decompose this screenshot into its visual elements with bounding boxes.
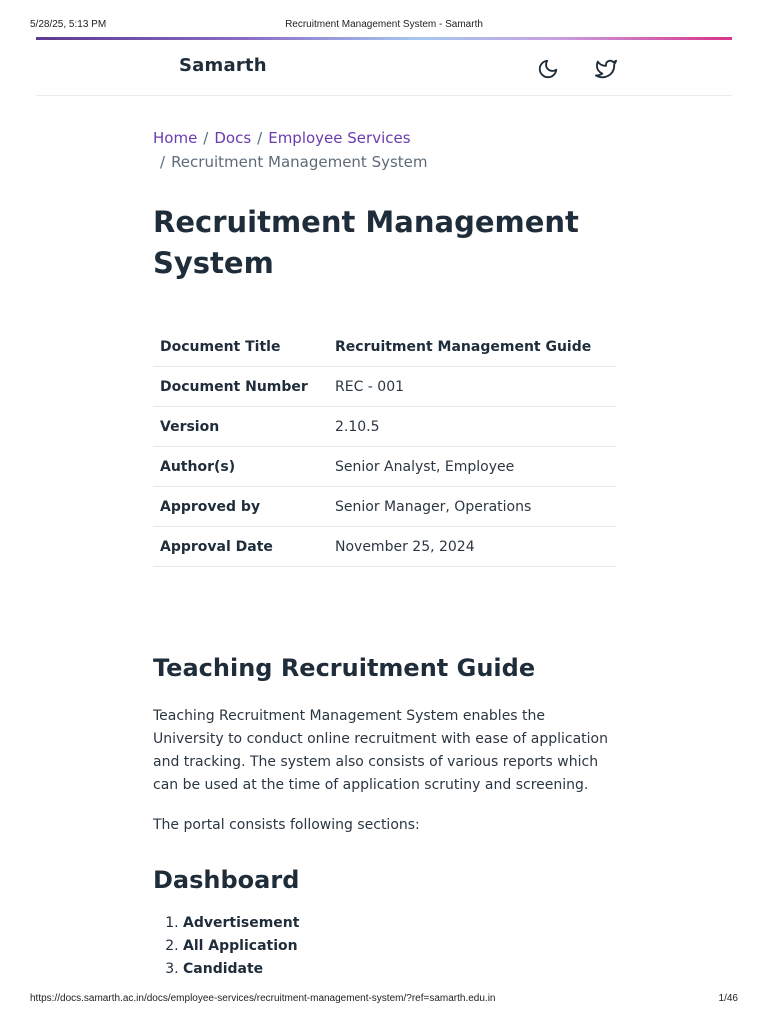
table-row — [153, 327, 616, 367]
print-datetime: 5/28/25, 5:13 PM — [30, 19, 107, 30]
table-key: Document Number — [153, 367, 328, 407]
print-url: https://docs.samarth.ac.in/docs/employee-services/recruitment-management-system/?ref=samarth.edu.in — [30, 993, 496, 1004]
dashboard-list — [153, 912, 299, 981]
dashboard-heading: Dashboard — [153, 866, 300, 894]
document-info-table — [153, 327, 616, 567]
print-footer — [0, 993, 768, 1007]
breadcrumb-separator: / — [257, 129, 263, 147]
site-header — [36, 40, 732, 96]
breadcrumb-separator: / — [160, 153, 166, 171]
table-value: November 25, 2024 — [328, 527, 616, 567]
table-row — [153, 407, 616, 447]
table-value: Senior Manager, Operations — [328, 487, 616, 527]
page-title: Recruitment Management System — [153, 205, 579, 280]
print-page-number: 1/46 — [718, 993, 738, 1004]
breadcrumb-docs[interactable]: Docs — [214, 129, 252, 147]
breadcrumb-current-line — [153, 150, 613, 174]
table-value: 2.10.5 — [328, 407, 616, 447]
print-header — [0, 19, 768, 33]
table-row — [153, 487, 616, 527]
table-value: REC - 001 — [328, 367, 616, 407]
twitter-icon[interactable] — [595, 58, 617, 80]
moon-icon[interactable] — [537, 58, 559, 80]
table-key: Author(s) — [153, 447, 328, 487]
table-value: Senior Analyst, Employee — [328, 447, 616, 487]
section-heading: Teaching Recruitment Guide — [153, 654, 536, 682]
table-key: Document Title — [153, 327, 328, 367]
table-key: Version — [153, 407, 328, 447]
breadcrumb — [153, 126, 613, 174]
brand-logo[interactable]: Samarth — [179, 55, 267, 76]
print-doc-title: Recruitment Management System - Samarth — [285, 19, 483, 30]
table-row — [153, 527, 616, 567]
table-key: Approved by — [153, 487, 328, 527]
list-item: 3. Candidate — [183, 958, 299, 981]
table-key: Approval Date — [153, 527, 328, 567]
list-item: 2. All Application — [183, 935, 299, 958]
breadcrumb-home[interactable]: Home — [153, 129, 198, 147]
table-row — [153, 367, 616, 407]
breadcrumb-separator: / — [203, 129, 209, 147]
list-item: 1. Advertisement — [183, 912, 299, 935]
table-row — [153, 447, 616, 487]
section-paragraph: The portal consists following sections: — [153, 817, 420, 833]
table-value: Recruitment Management Guide — [328, 327, 616, 367]
breadcrumb-employee-services[interactable]: Employee Services — [268, 129, 411, 147]
section-paragraph: Teaching Recruitment Management System enables the University to conduct online recruitment with ease of application and tracking. The system also consists of various reports which can be used at the time of application scrutiny and screening. — [153, 708, 608, 793]
breadcrumb-current: Recruitment Management System — [171, 153, 428, 171]
